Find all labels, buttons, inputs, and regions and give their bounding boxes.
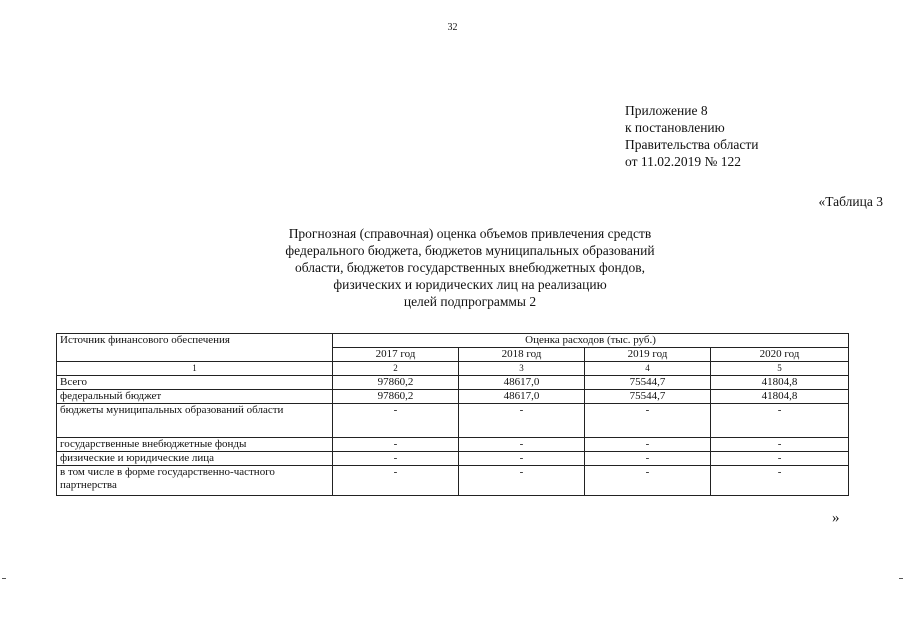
title-line: области, бюджетов государственных внебюджетных фондов, [294,260,646,275]
row-label: бюджеты муниципальных образований области [57,404,333,438]
source-header: Источник финансового обеспечения [57,334,333,362]
cell-value: - [711,404,849,438]
table-row [57,466,849,496]
row-label: федеральный бюджет [57,390,333,404]
cell-value: - [711,438,849,452]
column-number: 2 [333,362,459,376]
title-line: физических и юридических лиц на реализацию [333,277,607,292]
row-label: государственные внебюджетные фонды [57,438,333,452]
cell-value: - [585,452,711,466]
appendix-line: от 11.02.2019 № 122 [625,154,741,169]
cell-value: 41804,8 [711,390,849,404]
title-line: федерального бюджета, бюджетов муниципальных образований [285,243,655,258]
scan-edge-mark [2,578,6,579]
year-header: 2018 год [459,348,585,362]
cell-value: - [711,452,849,466]
year-header: 2017 год [333,348,459,362]
column-number: 4 [585,362,711,376]
title-line: Прогнозная (справочная) оценка объемов привлечения средств [288,226,652,241]
cell-value: 97860,2 [333,390,459,404]
estimate-header: Оценка расходов (тыс. руб.) [333,334,849,348]
table-row [57,376,849,390]
appendix-block [625,102,758,170]
year-header: 2019 год [585,348,711,362]
cell-value: 48617,0 [459,390,585,404]
cell-value: - [585,404,711,438]
appendix-line: к постановлению [625,120,725,135]
cell-value: - [333,404,459,438]
cell-value: - [333,452,459,466]
column-number: 3 [459,362,585,376]
cell-value: - [459,466,585,496]
appendix-line: Правительства области [625,137,759,152]
cell-value: - [459,404,585,438]
cell-value: 48617,0 [459,376,585,390]
table-row [57,404,849,438]
cell-value: 97860,2 [333,376,459,390]
cell-value: - [711,466,849,496]
cell-value: - [333,466,459,496]
table-row [57,452,849,466]
closing-quote: » [832,510,840,526]
column-number: 5 [711,362,849,376]
row-label: в том числе в форме государственно-частного партнерства [57,466,333,496]
scan-edge-mark [899,578,903,579]
table-row [57,390,849,404]
funding-table [56,333,849,496]
year-header: 2020 год [711,348,849,362]
column-number: 1 [57,362,333,376]
cell-value: 41804,8 [711,376,849,390]
cell-value: - [333,438,459,452]
cell-value: - [585,466,711,496]
cell-value: - [459,452,585,466]
table-reference: «Таблица 3 [818,194,883,209]
appendix-line: Приложение 8 [625,103,708,118]
cell-value: 75544,7 [585,390,711,404]
table-row [57,438,849,452]
row-label: Всего [57,376,333,390]
cell-value: - [459,438,585,452]
page-number: 32 [447,22,458,33]
document-title [190,225,750,310]
cell-value: 75544,7 [585,376,711,390]
row-label: физические и юридические лица [57,452,333,466]
cell-value: - [585,438,711,452]
title-line: целей подпрограммы 2 [403,294,537,309]
